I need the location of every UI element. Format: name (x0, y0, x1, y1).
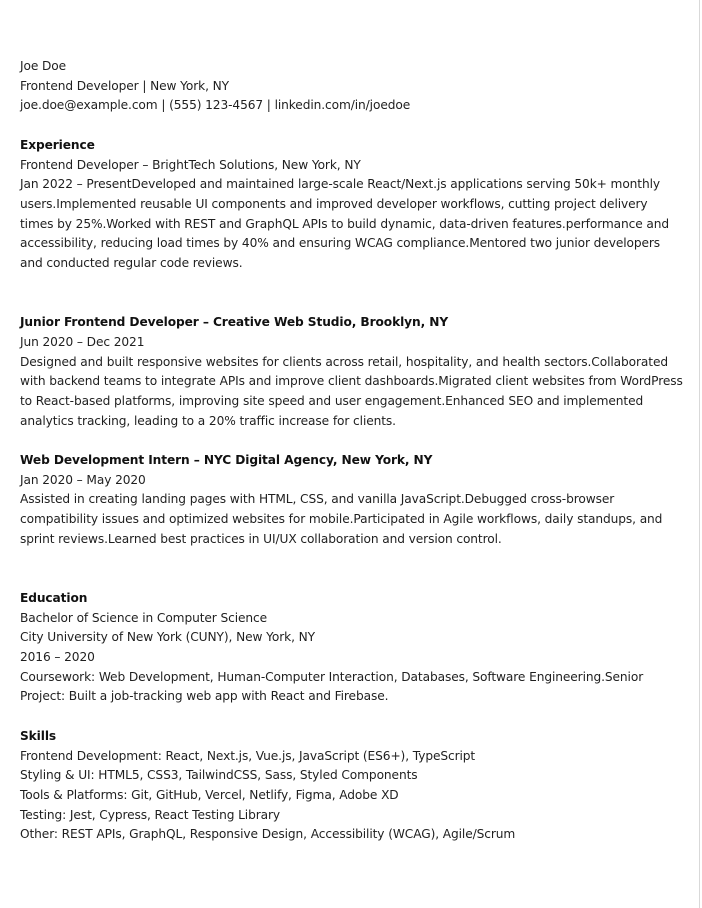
education-years: 2016 – 2020 (20, 650, 95, 665)
job-description: Designed and built responsive websites for clients across retail, hospitality, and health sectors.Collaborated with backend teams to integrate APIs and improve client dashboards.Migrated client websites from WordPress to React-based platforms, improving site speed and user engagement.Enhanced SEO and implemented analytics tracking, leading to a 20% traffic increase for clients. (20, 354, 683, 428)
skills-heading: Skills (20, 728, 57, 743)
spacer (20, 707, 684, 727)
skill-item: Testing: Jest, Cypress, React Testing Library (20, 807, 281, 822)
spacer (20, 116, 684, 136)
job-entry (20, 313, 684, 431)
resume-header (20, 57, 684, 116)
experience-section (20, 136, 684, 550)
degree: Bachelor of Science in Computer Science (20, 610, 268, 625)
job-title: Frontend Developer – BrightTech Solutions, New York, NY (20, 157, 361, 172)
job-description: Jan 2022 – PresentDeveloped and maintained large-scale React/Next.js applications serving 50k+ monthly users.Implemented reusable UI components and improved developer workflows, cutting project delivery times by 25%.Worked with REST and GraphQL APIs to build dynamic, data-driven features.performance and accessibility, reducing load times by 40% and ensuring WCAG compliance.Mentored two junior developers and conducted regular code reviews. (20, 177, 670, 271)
spacer (20, 431, 684, 451)
spacer (20, 550, 684, 589)
job-entry (20, 451, 684, 550)
skill-item: Styling & UI: HTML5, CSS3, TailwindCSS, Sass, Styled Components (20, 768, 418, 783)
skill-item: Frontend Development: React, Next.js, Vue.js, JavaScript (ES6+), TypeScript (20, 748, 476, 763)
spacer (20, 274, 684, 313)
school: City University of New York (CUNY), New York, NY (20, 630, 315, 645)
job-dates: Jan 2020 – May 2020 (20, 472, 146, 487)
skill-item: Tools & Platforms: Git, GitHub, Vercel, Netlify, Figma, Adobe XD (20, 787, 399, 802)
coursework: Coursework: Web Development, Human-Computer Interaction, Databases, Software Engineering.Senior Project: Built a job-tracking web app with React and Firebase. (20, 669, 644, 704)
job-dates: Jun 2020 – Dec 2021 (20, 334, 145, 349)
job-entry (20, 156, 684, 274)
skills-section (20, 727, 684, 845)
job-description: Assisted in creating landing pages with HTML, CSS, and vanilla JavaScript.Debugged cross-browser compatibility issues and optimized websites for mobile.Participated in Agile workflows, daily standups, and sprint reviews.Learned best practices in UI/UX collaboration and version control. (20, 492, 663, 546)
candidate-title: Frontend Developer | New York, NY (20, 78, 230, 93)
resume-content (20, 57, 684, 845)
contact-info: joe.doe@example.com | (555) 123-4567 | linkedin.com/in/joedoe (20, 98, 411, 113)
candidate-name: Joe Doe (20, 59, 67, 73)
job-title: Junior Frontend Developer – Creative Web Studio, Brooklyn, NY (20, 315, 449, 330)
skill-item: Other: REST APIs, GraphQL, Responsive Design, Accessibility (WCAG), Agile/Scrum (20, 827, 516, 842)
education-section (20, 589, 684, 707)
job-title: Web Development Intern – NYC Digital Agency, New York, NY (20, 453, 433, 468)
education-heading: Education (20, 590, 88, 605)
experience-heading: Experience (20, 137, 95, 152)
